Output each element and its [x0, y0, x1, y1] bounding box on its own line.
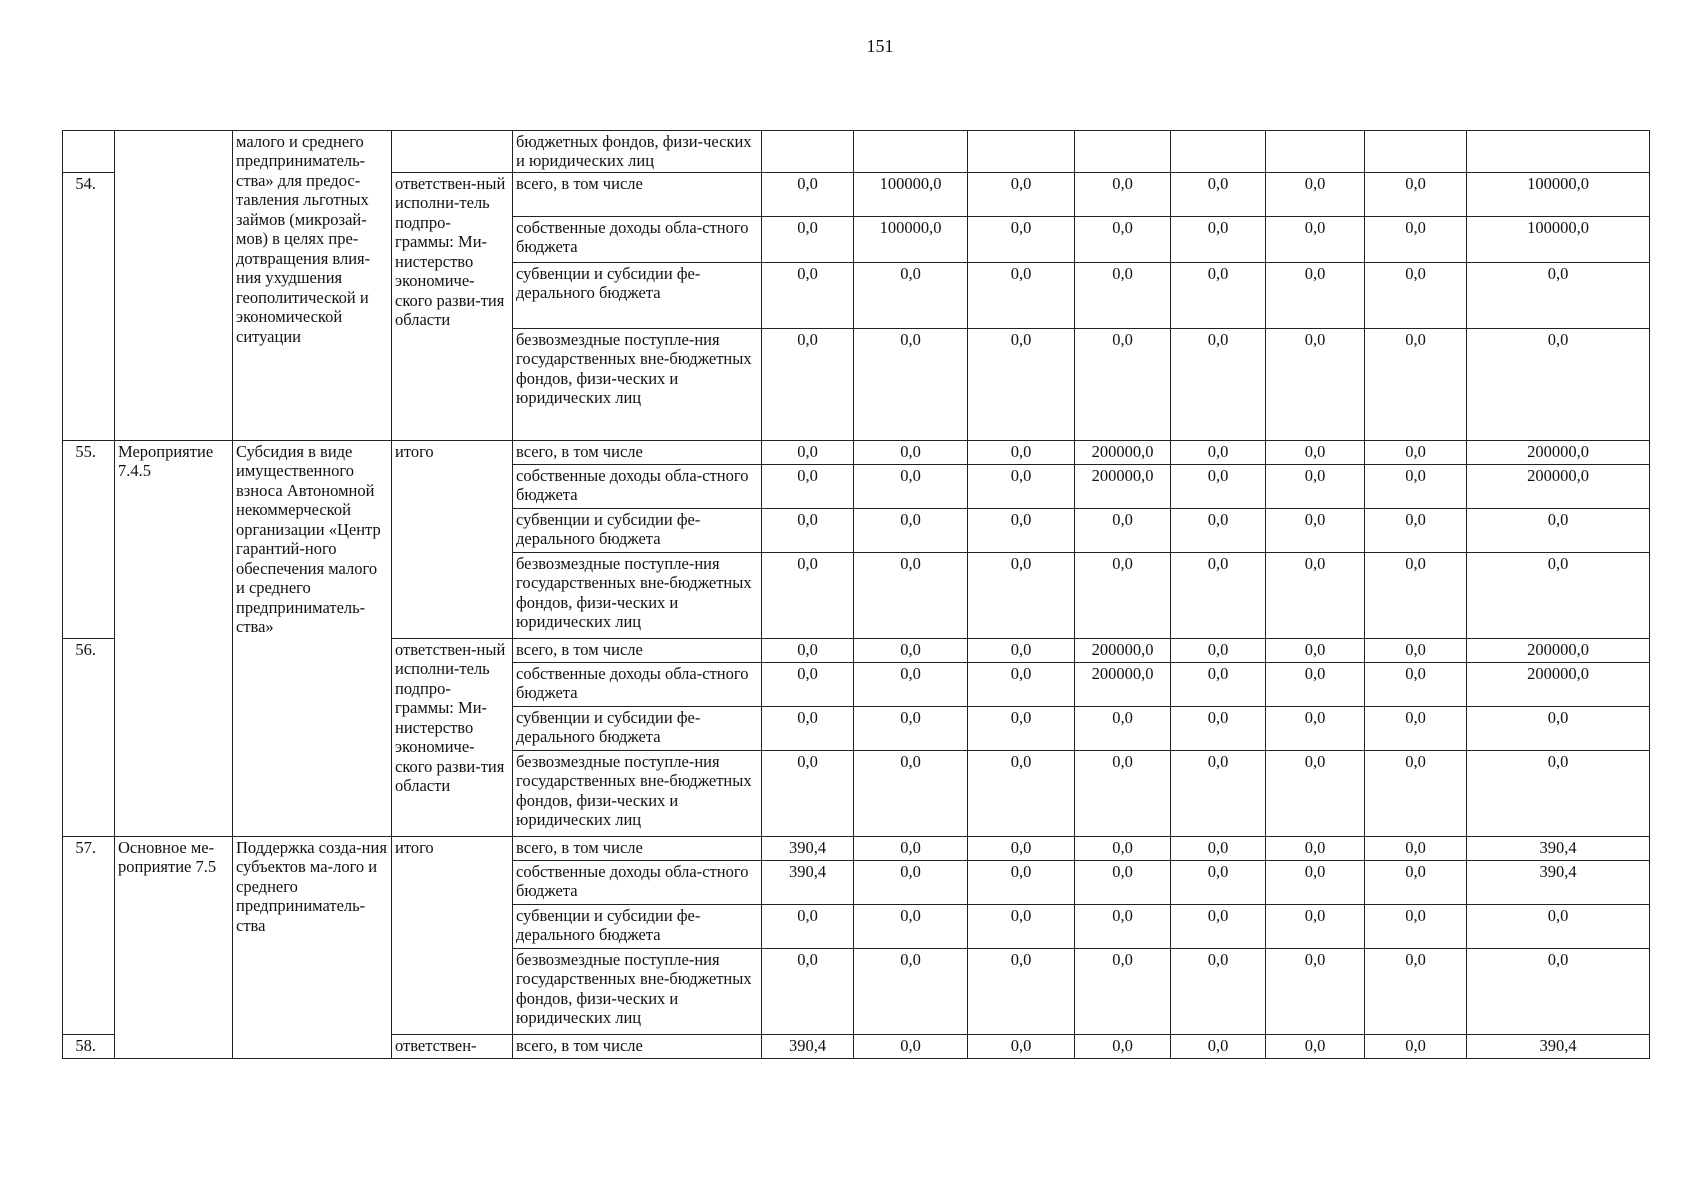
- source-cell: безвозмездные поступле-ния государственных вне-бюджетных фондов, физи-ческих и юридических лиц: [513, 329, 762, 441]
- value-cell: 0,0: [854, 837, 968, 861]
- value-cell: 0,0: [968, 1035, 1075, 1059]
- value-cell: [762, 131, 854, 173]
- measure-name-cell: Поддержка созда-ния субъектов ма-лого и среднего предприниматель-ства: [233, 837, 392, 1059]
- value-cell: 0,0: [1075, 905, 1171, 949]
- source-cell: всего, в том числе: [513, 441, 762, 465]
- value-cell: 0,0: [1266, 173, 1365, 217]
- value-cell: 0,0: [1365, 949, 1467, 1035]
- value-cell: 0,0: [1365, 263, 1467, 329]
- value-cell: 0,0: [1266, 1035, 1365, 1059]
- value-cell: 0,0: [1266, 509, 1365, 553]
- value-cell: 390,4: [1467, 837, 1650, 861]
- value-cell: 0,0: [762, 639, 854, 663]
- value-cell: 0,0: [1075, 553, 1171, 639]
- row-number-cell: [63, 131, 115, 173]
- value-cell: 0,0: [854, 329, 968, 441]
- source-cell: субвенции и субсидии фе-дерального бюджета: [513, 707, 762, 751]
- value-cell: 200000,0: [1075, 663, 1171, 707]
- value-cell: 390,4: [1467, 861, 1650, 905]
- value-cell: 0,0: [1171, 639, 1266, 663]
- value-cell: 0,0: [968, 329, 1075, 441]
- source-cell: субвенции и субсидии фе-дерального бюджета: [513, 263, 762, 329]
- row-number-cell: 58.: [63, 1035, 115, 1059]
- value-cell: 0,0: [854, 263, 968, 329]
- value-cell: 0,0: [1171, 553, 1266, 639]
- source-cell: собственные доходы обла-стного бюджета: [513, 663, 762, 707]
- value-cell: 0,0: [762, 263, 854, 329]
- value-cell: 0,0: [1365, 837, 1467, 861]
- measure-name-cell: Субсидия в виде имущественного взноса Автономной некоммерческой организации «Центр гарантий-ного обеспечения малого и среднего предприниматель-ства»: [233, 441, 392, 837]
- value-cell: 0,0: [1266, 639, 1365, 663]
- value-cell: 0,0: [1467, 329, 1650, 441]
- measure-cell: Основное ме-роприятие 7.5: [115, 837, 233, 1059]
- value-cell: 200000,0: [1075, 639, 1171, 663]
- value-cell: 0,0: [1171, 173, 1266, 217]
- value-cell: 0,0: [968, 509, 1075, 553]
- value-cell: 0,0: [1266, 465, 1365, 509]
- source-cell: субвенции и субсидии фе-дерального бюджета: [513, 509, 762, 553]
- executor-cell: итого: [392, 837, 513, 1035]
- value-cell: 0,0: [854, 663, 968, 707]
- value-cell: 0,0: [1266, 217, 1365, 263]
- value-cell: 0,0: [1171, 329, 1266, 441]
- value-cell: 0,0: [762, 707, 854, 751]
- value-cell: 0,0: [1467, 905, 1650, 949]
- value-cell: 0,0: [1075, 217, 1171, 263]
- value-cell: 0,0: [1075, 707, 1171, 751]
- measure-name-cell: малого и среднего предприниматель-ства» для предос-тавления льготных займов (микрозай-мов) в целях пре-дотвращения влия-ния ухудшения геополитической и экономической ситуации: [233, 131, 392, 441]
- value-cell: 200000,0: [1467, 663, 1650, 707]
- value-cell: 0,0: [854, 861, 968, 905]
- value-cell: [1365, 131, 1467, 173]
- value-cell: 0,0: [968, 949, 1075, 1035]
- value-cell: 0,0: [854, 441, 968, 465]
- value-cell: 0,0: [1365, 509, 1467, 553]
- value-cell: 390,4: [762, 861, 854, 905]
- value-cell: 0,0: [1365, 465, 1467, 509]
- value-cell: 0,0: [968, 905, 1075, 949]
- value-cell: 390,4: [762, 1035, 854, 1059]
- value-cell: 0,0: [1365, 329, 1467, 441]
- source-cell: собственные доходы обла-стного бюджета: [513, 465, 762, 509]
- source-cell: безвозмездные поступле-ния государственных вне-бюджетных фондов, физи-ческих и юридических лиц: [513, 553, 762, 639]
- value-cell: 0,0: [1467, 751, 1650, 837]
- value-cell: 100000,0: [854, 173, 968, 217]
- source-cell: субвенции и субсидии фе-дерального бюджета: [513, 905, 762, 949]
- value-cell: 200000,0: [1467, 639, 1650, 663]
- value-cell: 100000,0: [1467, 217, 1650, 263]
- value-cell: 0,0: [1171, 217, 1266, 263]
- value-cell: 0,0: [1365, 1035, 1467, 1059]
- value-cell: 0,0: [762, 905, 854, 949]
- value-cell: 0,0: [1171, 905, 1266, 949]
- value-cell: 0,0: [762, 217, 854, 263]
- value-cell: 0,0: [1467, 263, 1650, 329]
- value-cell: 0,0: [1365, 905, 1467, 949]
- value-cell: 0,0: [968, 441, 1075, 465]
- value-cell: 0,0: [1467, 509, 1650, 553]
- value-cell: 0,0: [968, 639, 1075, 663]
- value-cell: [1467, 131, 1650, 173]
- value-cell: 0,0: [762, 173, 854, 217]
- value-cell: 390,4: [1467, 1035, 1650, 1059]
- value-cell: 0,0: [1365, 553, 1467, 639]
- value-cell: 0,0: [968, 263, 1075, 329]
- value-cell: 0,0: [1266, 861, 1365, 905]
- value-cell: 0,0: [1075, 949, 1171, 1035]
- value-cell: 200000,0: [1075, 465, 1171, 509]
- row-number-cell: 57.: [63, 837, 115, 1035]
- value-cell: 0,0: [762, 329, 854, 441]
- value-cell: 0,0: [1266, 329, 1365, 441]
- row-number-cell: 54.: [63, 173, 115, 441]
- value-cell: 0,0: [762, 441, 854, 465]
- value-cell: 390,4: [762, 837, 854, 861]
- value-cell: 0,0: [1467, 707, 1650, 751]
- value-cell: 0,0: [1075, 173, 1171, 217]
- value-cell: 0,0: [854, 751, 968, 837]
- executor-cell: ответствен-ный исполни-тель подпро-граммы: Ми-нистерство экономиче-ского разви-тия области: [392, 639, 513, 837]
- value-cell: 0,0: [1467, 553, 1650, 639]
- source-cell: безвозмездные поступле-ния государственных вне-бюджетных фондов, физи-ческих и юридических лиц: [513, 751, 762, 837]
- value-cell: 0,0: [968, 837, 1075, 861]
- source-cell: всего, в том числе: [513, 837, 762, 861]
- value-cell: 0,0: [1365, 217, 1467, 263]
- value-cell: 0,0: [1171, 751, 1266, 837]
- value-cell: 0,0: [1365, 639, 1467, 663]
- value-cell: 0,0: [762, 553, 854, 639]
- executor-cell: итого: [392, 441, 513, 639]
- value-cell: 0,0: [1171, 949, 1266, 1035]
- value-cell: 0,0: [1171, 509, 1266, 553]
- value-cell: 100000,0: [1467, 173, 1650, 217]
- executor-cell: ответствен-ный исполни-тель подпро-граммы: Ми-нистерство экономиче-ского разви-тия области: [392, 173, 513, 441]
- value-cell: 0,0: [1075, 861, 1171, 905]
- source-cell: собственные доходы обла-стного бюджета: [513, 217, 762, 263]
- value-cell: 0,0: [968, 861, 1075, 905]
- value-cell: 0,0: [854, 553, 968, 639]
- value-cell: 0,0: [968, 751, 1075, 837]
- value-cell: 0,0: [968, 707, 1075, 751]
- row-number-cell: 56.: [63, 639, 115, 837]
- measure-cell: Мероприятие 7.4.5: [115, 441, 233, 837]
- table-row: [63, 441, 1650, 465]
- value-cell: 0,0: [1266, 263, 1365, 329]
- value-cell: 0,0: [968, 465, 1075, 509]
- budget-table: [62, 130, 1650, 1059]
- value-cell: 0,0: [968, 553, 1075, 639]
- value-cell: 0,0: [1365, 751, 1467, 837]
- value-cell: 0,0: [1075, 509, 1171, 553]
- value-cell: 0,0: [762, 465, 854, 509]
- value-cell: 0,0: [854, 465, 968, 509]
- source-cell: безвозмездные поступле-ния государственных вне-бюджетных фондов, физи-ческих и юридических лиц: [513, 949, 762, 1035]
- value-cell: 0,0: [1266, 949, 1365, 1035]
- value-cell: [1171, 131, 1266, 173]
- value-cell: 0,0: [762, 663, 854, 707]
- value-cell: 0,0: [854, 639, 968, 663]
- value-cell: 0,0: [1075, 1035, 1171, 1059]
- value-cell: [1075, 131, 1171, 173]
- table-row: [63, 837, 1650, 861]
- value-cell: 0,0: [1171, 263, 1266, 329]
- value-cell: 0,0: [1266, 707, 1365, 751]
- page-number: 151: [866, 36, 894, 56]
- value-cell: 0,0: [1171, 1035, 1266, 1059]
- value-cell: 0,0: [762, 509, 854, 553]
- value-cell: 0,0: [1266, 553, 1365, 639]
- value-cell: 0,0: [1266, 663, 1365, 707]
- table-row: [63, 131, 1650, 173]
- row-number-cell: 55.: [63, 441, 115, 639]
- value-cell: 0,0: [854, 707, 968, 751]
- value-cell: 0,0: [968, 663, 1075, 707]
- value-cell: 0,0: [854, 509, 968, 553]
- value-cell: 0,0: [1365, 663, 1467, 707]
- value-cell: 100000,0: [854, 217, 968, 263]
- value-cell: 0,0: [1266, 837, 1365, 861]
- value-cell: 0,0: [854, 905, 968, 949]
- value-cell: 0,0: [854, 949, 968, 1035]
- source-cell: всего, в том числе: [513, 639, 762, 663]
- value-cell: 0,0: [968, 173, 1075, 217]
- source-cell: собственные доходы обла-стного бюджета: [513, 861, 762, 905]
- source-cell: бюджетных фондов, физи-ческих и юридических лиц: [513, 131, 762, 173]
- value-cell: 0,0: [1171, 663, 1266, 707]
- value-cell: 0,0: [1266, 751, 1365, 837]
- value-cell: 0,0: [1365, 707, 1467, 751]
- value-cell: 0,0: [762, 949, 854, 1035]
- value-cell: [1266, 131, 1365, 173]
- value-cell: 0,0: [1365, 173, 1467, 217]
- value-cell: 0,0: [1075, 329, 1171, 441]
- value-cell: 200000,0: [1075, 441, 1171, 465]
- executor-cell: ответствен-: [392, 1035, 513, 1059]
- value-cell: 0,0: [854, 1035, 968, 1059]
- value-cell: 200000,0: [1467, 441, 1650, 465]
- value-cell: 0,0: [1075, 751, 1171, 837]
- value-cell: 0,0: [762, 751, 854, 837]
- value-cell: 0,0: [1171, 465, 1266, 509]
- value-cell: 0,0: [1266, 905, 1365, 949]
- value-cell: 0,0: [1075, 263, 1171, 329]
- executor-cell: [392, 131, 513, 173]
- value-cell: 0,0: [1365, 441, 1467, 465]
- value-cell: 0,0: [1075, 837, 1171, 861]
- value-cell: [968, 131, 1075, 173]
- value-cell: 0,0: [1467, 949, 1650, 1035]
- value-cell: [854, 131, 968, 173]
- value-cell: 0,0: [1171, 707, 1266, 751]
- value-cell: 0,0: [1171, 837, 1266, 861]
- value-cell: 0,0: [1171, 441, 1266, 465]
- value-cell: 0,0: [1365, 861, 1467, 905]
- value-cell: 0,0: [1266, 441, 1365, 465]
- source-cell: всего, в том числе: [513, 173, 762, 217]
- value-cell: 0,0: [968, 217, 1075, 263]
- value-cell: 200000,0: [1467, 465, 1650, 509]
- measure-cell: [115, 131, 233, 441]
- source-cell: всего, в том числе: [513, 1035, 762, 1059]
- value-cell: 0,0: [1171, 861, 1266, 905]
